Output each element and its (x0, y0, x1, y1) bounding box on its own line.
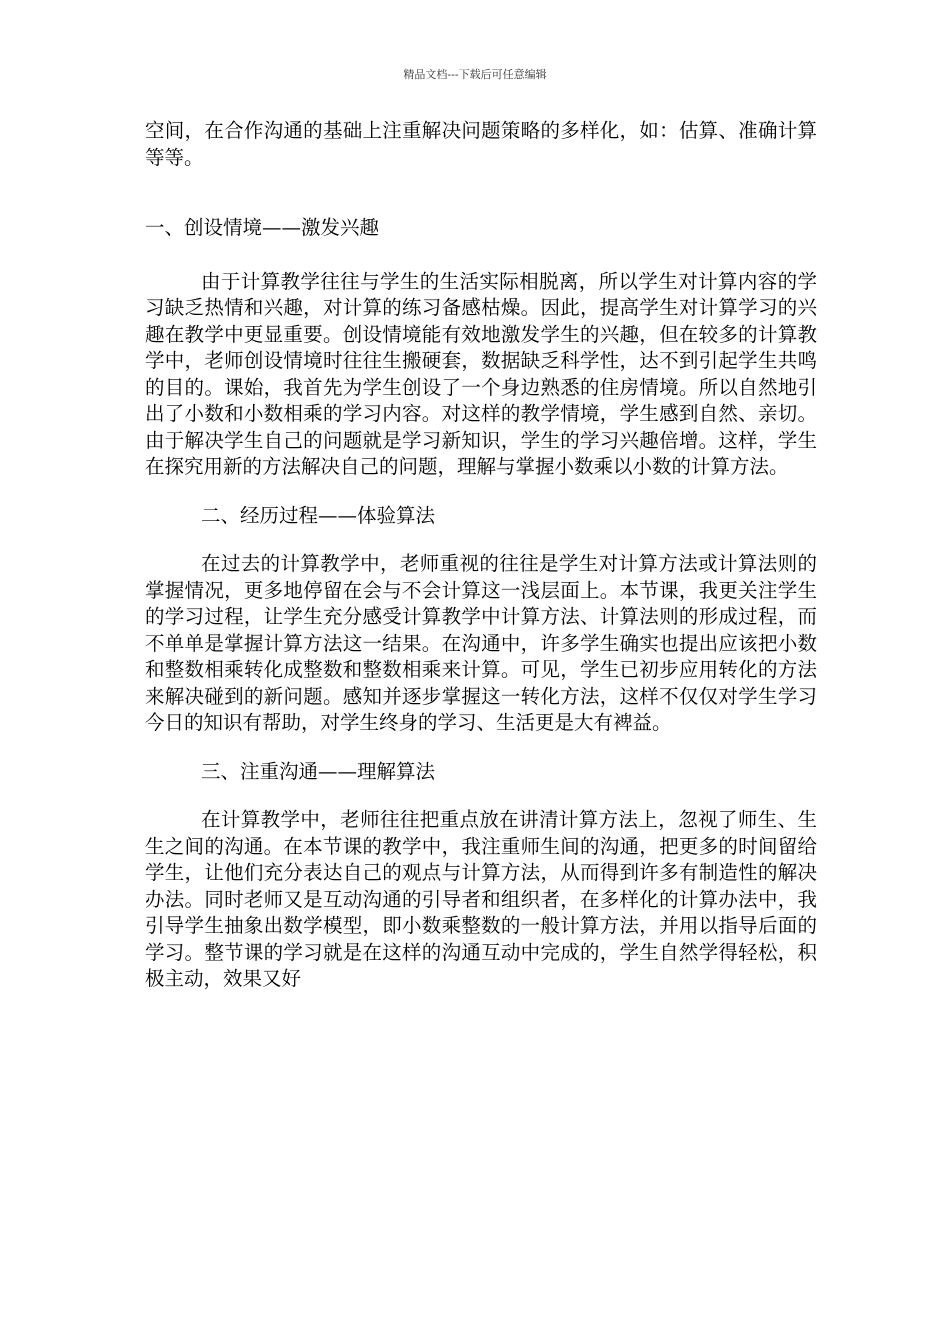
paragraph-section-3: 在计算教学中，老师往往把重点放在讲清计算方法上，忽视了师生、生生之间的沟通。在本节课的教学中，我注重师生间的沟通，把更多的时间留给学生，让他们充分表达自己的观点与计算方法，从而得到许多有制造性的解决办法。同时老师又是互动沟通的引导者和组织者，在多样化的计算办法中，我引导学生抽象出数学模型，即小数乘整数的一般计算方法，并用以指导后面的学习。整节课的学习就是在这样的沟通互动中完成的，学生自然学得轻松，积极主动，效果又好 (145, 808, 817, 990)
document-body (145, 118, 817, 993)
section-heading-2: 二、经历过程——体验算法 (201, 503, 436, 527)
page-header: 精品文档---下载后可任意编辑 (403, 68, 547, 81)
section-heading-3: 三、注重沟通——理解算法 (201, 759, 436, 783)
paragraph-section-1: 由于计算教学往往与学生的生活实际相脱离，所以学生对计算内容的学习缺乏热情和兴趣，对计算的练习备感枯燥。因此，提高学生对计算学习的兴趣在教学中更显重要。创设情境能有效地激发学生的兴趣，但在较多的计算教学中，老师创设情境时往往生搬硬套，数据缺乏科学性，达不到引起学生共鸣的目的。课始，我首先为学生创设了一个身边熟悉的住房情境。所以自然地引出了小数和小数相乘的学习内容。对这样的教学情境，学生感到自然、亲切。由于解决学生自己的问题就是学习新知识，学生的学习兴趣倍增。这样，学生在探究用新的方法解决自己的问题，理解与掌握小数乘以小数的计算方法。 (145, 269, 817, 478)
paragraph-intro: 空间，在合作沟通的基础上注重解决问题策略的多样化，如：估算、准确计算等等。 (145, 119, 817, 169)
section-heading-1: 一、创设情境——激发兴趣 (145, 216, 380, 239)
paragraph-section-2: 在过去的计算教学中，老师重视的往往是学生对计算方法或计算法则的掌握情况，更多地停留在会与不会计算这一浅层面上。本节课，我更关注学生的学习过程，让学生充分感受计算教学中计算方法、计算法则的形成过程，而不单单是掌握计算方法这一结果。在沟通中，许多学生确实也提出应该把小数和整数相乘转化成整数和整数相乘来计算。可见，学生已初步应用转化的方法来解决碰到的新问题。感知并逐步掌握这一转化方法，这样不仅仅对学生学习今日的知识有帮助，对学生终身的学习、生活更是大有裨益。 (145, 552, 817, 734)
